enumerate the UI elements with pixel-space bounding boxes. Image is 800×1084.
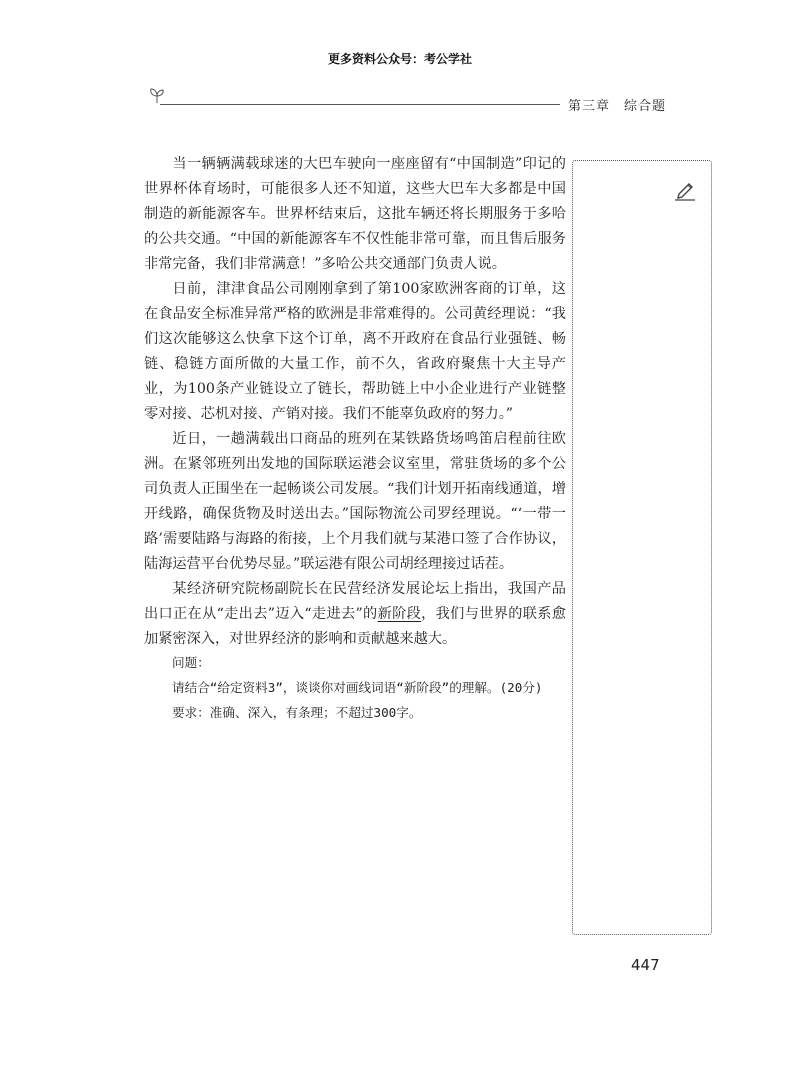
question-requirement: 要求：准确、深入，有条理；不超过300字。 [172,705,422,720]
chapter-title [568,95,666,114]
question-text: 请结合“给定资料3”，谈谈你对画线词语“新阶段”的理解。(20分) [172,680,543,695]
chapter-header [148,86,667,116]
page-number: 447 [631,956,660,974]
paragraph-3: 近日，一趟满载出口商品的班列在某铁路货场鸣笛启程前往欧洲。在紧邻班列出发地的国际联运港会议室里，常驻货场的多个公司负责人正围坐在一起畅谈公司发展。“我们计划开拓南线通道，增开线路，确保货物及时送出去。”国际物流公司罗经理说。“‘一带一路’需要陆路与海路的衔接，上个月我们就与某港口签了合作协议，陆海运营平台优势尽显。”联运港有限公司胡经理接过话茬。 [144,431,566,572]
paragraph-4 [144,577,566,652]
pencil-icon [673,177,697,201]
paragraph-4-after: ，我们与世界的联系愈加紧密深入，对世界经济的影响和贡献越来越大。 [144,606,566,647]
material-text [144,152,566,652]
question-label: 问题： [172,655,210,670]
sprout-icon [148,86,166,104]
paragraph-2: 日前，津津食品公司刚刚拿到了第100家欧洲客商的订单，这在食品安全标准异常严格的欧洲是非常难得的。公司黄经理说：“我们这次能够这么快拿下这个订单，离不开政府在食品行业强链、畅链、稳链方面所做的大量工作，前不久，省政府聚焦十大主导产业，为100条产业链设立了链长，帮助链上中小企业进行产业链整零对接、芯机对接、产销对接。我们不能辜负政府的努力。” [144,281,566,422]
paragraph-4-before: 某经济研究院杨副院长在民营经济发展论坛上指出，我国产品出口正在从“走出去”迈入“走进去”的 [144,581,566,622]
question-block [144,650,574,725]
header-rule [160,104,560,105]
section-label: 综合题 [624,99,667,114]
notes-box [572,160,712,935]
chapter-label: 第三章 [568,99,611,114]
paragraph-1: 当一辆辆满载球迷的大巴车驶向一座座留有“中国制造”印记的世界杯体育场时，可能很多人还不知道，这些大巴车大多都是中国制造的新能源客车。世界杯结束后，这批车辆还将长期服务于多哈的公共交通。“中国的新能源客车不仅性能非常可靠，而且售后服务非常完备，我们非常满意！”多哈公共交通部门负责人说。 [144,156,566,272]
top-banner: 更多资料公众号：考公学社 [327,52,472,66]
underlined-term: 新阶段 [377,606,422,622]
